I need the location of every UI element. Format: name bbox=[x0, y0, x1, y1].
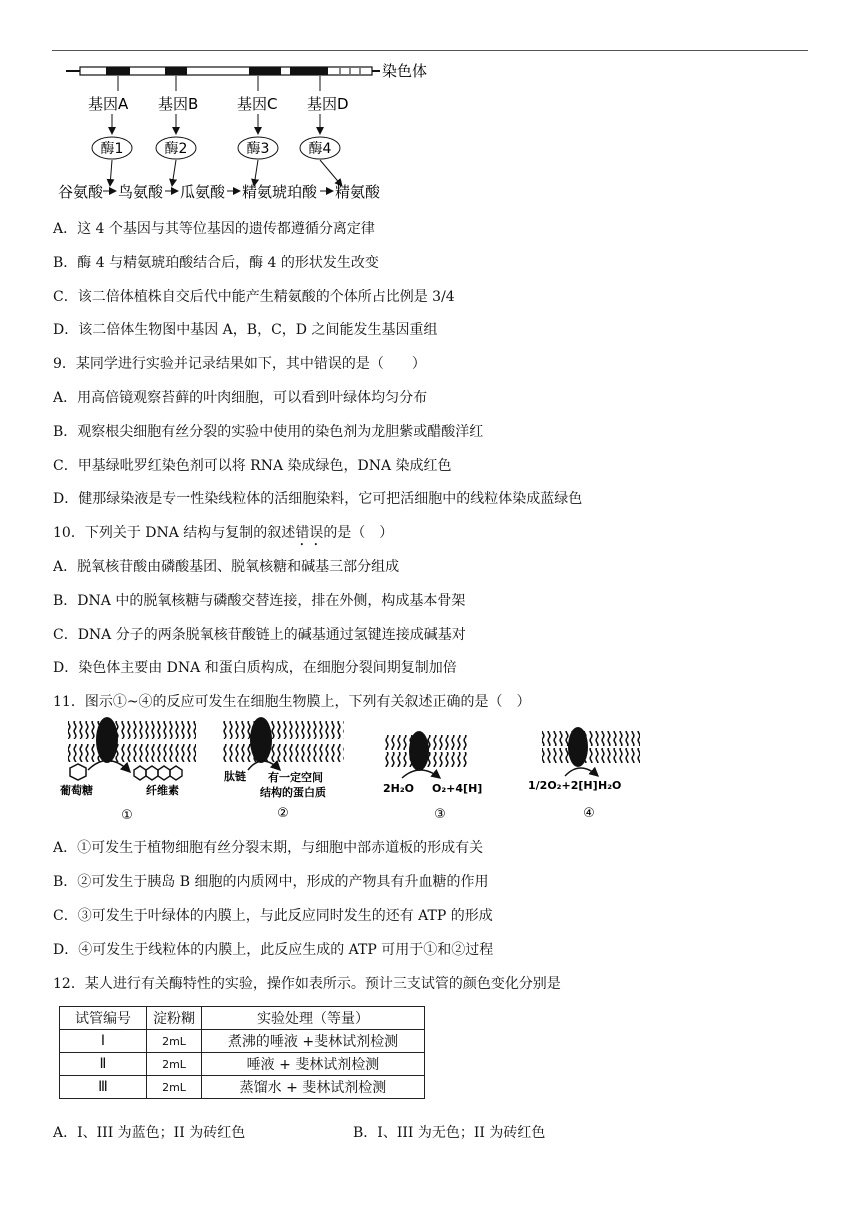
q10-option-d: D．染色体主要由 DNA 和蛋白质构成，在细胞分裂间期复制加倍 bbox=[53, 660, 457, 676]
table-cell: 2mL bbox=[147, 1076, 202, 1099]
table-row bbox=[60, 1053, 425, 1076]
figure-2-right-line1: 有一定空间 bbox=[268, 771, 323, 784]
table-cell: Ⅲ bbox=[60, 1076, 147, 1099]
table-header: 淀粉糊 bbox=[147, 1007, 202, 1030]
figure-4-water-formation bbox=[528, 727, 640, 821]
table-header: 试管编号 bbox=[60, 1007, 147, 1030]
gene-b-label: 基因B bbox=[158, 95, 199, 113]
q10-stem-emphasis: 错误 bbox=[295, 525, 324, 541]
q8-option-b: B．酶 4 与精氨琥珀酸结合后，酶 4 的形状发生改变 bbox=[53, 255, 379, 271]
q10-stem-part2: 的是（ ） bbox=[323, 525, 394, 541]
figure-1-left: 葡萄糖 bbox=[60, 784, 93, 797]
figure-3-number: ③ bbox=[434, 807, 446, 822]
q8-option-c: C．该二倍体植株自交后代中能产生精氨酸的个体所占比例是 3/4 bbox=[53, 289, 455, 305]
enzyme-4-label: 酶4 bbox=[308, 141, 332, 157]
figure-4-left: 1/2O₂+2[H] bbox=[528, 779, 598, 792]
enzyme-3-label: 酶3 bbox=[246, 141, 270, 157]
q11-stem: 11．图示①~④的反应可发生在细胞生物膜上，下列有关叙述正确的是（ ） bbox=[53, 694, 531, 710]
enzyme-experiment-table bbox=[59, 1006, 425, 1099]
gene-d-label: 基因D bbox=[307, 95, 349, 113]
figure-2-number: ② bbox=[277, 806, 289, 821]
figure-2-left: 肽链 bbox=[224, 770, 246, 783]
q12-option-b: B．I、III 为无色；II 为砖红色 bbox=[353, 1125, 546, 1141]
table-row bbox=[60, 1030, 425, 1053]
figure-4-right: H₂O bbox=[598, 779, 622, 792]
q9-stem: 9．某同学进行实验并记录结果如下，其中错误的是（ ） bbox=[53, 356, 426, 372]
q10-option-a: A．脱氧核苷酸由磷酸基团、脱氧核糖和碱基三部分组成 bbox=[53, 559, 400, 575]
q9-option-d: D．健那绿染液是专一性染线粒体的活细胞染料，它可把活细胞中的线粒体染成蓝绿色 bbox=[53, 491, 583, 507]
enzyme-2-label: 酶2 bbox=[164, 141, 188, 157]
q11-option-d: D．④可发生于线粒体的内膜上，此反应生成的 ATP 可用于①和②过程 bbox=[53, 942, 494, 958]
table-cell: 蒸馏水 + 斐林试剂检测 bbox=[202, 1076, 425, 1099]
q10-stem-part1: 10．下列关于 DNA 结构与复制的叙述 bbox=[53, 525, 296, 541]
chromosome-label: 染色体 bbox=[382, 62, 428, 80]
pathway-arginine: 精氨酸 bbox=[335, 183, 381, 201]
gene-c-label: 基因C bbox=[237, 95, 278, 113]
q10-option-c: C．DNA 分子的两条脱氧核苷酸链上的碱基通过氢键连接成碱基对 bbox=[53, 627, 466, 643]
figure-1-number: ① bbox=[121, 808, 133, 823]
q10-option-b: B．DNA 中的脱氧核糖与磷酸交替连接，排在外侧，构成基本骨架 bbox=[53, 593, 466, 609]
enzyme-1-label: 酶1 bbox=[100, 141, 124, 157]
q11-option-c: C．③可发生于叶绿体的内膜上，与此反应同时发生的还有 ATP 的形成 bbox=[53, 908, 493, 924]
figure-1-right: 纤维素 bbox=[146, 784, 179, 797]
q8-option-a: A．这 4 个基因与其等位基因的遗传都遵循分离定律 bbox=[53, 221, 375, 237]
q9-option-b: B．观察根尖细胞有丝分裂的实验中使用的染色剂为龙胆紫或醋酸洋红 bbox=[53, 424, 484, 440]
gene-a-label: 基因A bbox=[88, 95, 129, 113]
q12-stem: 12．某人进行有关酶特性的实验，操作如表所示。预计三支试管的颜色变化分别是 bbox=[53, 976, 561, 992]
pathway-ornithine: 鸟氨酸 bbox=[118, 183, 164, 201]
figure-4-number: ④ bbox=[583, 806, 595, 821]
figure-3-water-photolysis bbox=[383, 731, 482, 822]
q11-option-a: A．①可发生于植物细胞有丝分裂末期，与细胞中部赤道板的形成有关 bbox=[53, 840, 484, 856]
pathway-argininosuccinate: 精氨琥珀酸 bbox=[242, 183, 318, 201]
pathway-glutamate: 谷氨酸 bbox=[58, 183, 104, 201]
q8-option-d: D．该二倍体生物图中基因 A，B，C，D 之间能发生基因重组 bbox=[53, 322, 438, 338]
figure-3-left: 2H₂O bbox=[383, 782, 415, 795]
q11-option-b: B．②可发生于胰岛 B 细胞的内质网中，形成的产物具有升血糖的作用 bbox=[53, 874, 489, 890]
table-cell: 唾液 + 斐林试剂检测 bbox=[202, 1053, 425, 1076]
figure-3-right: O₂+4[H] bbox=[432, 782, 483, 795]
figure-2-protein-folding bbox=[222, 717, 344, 821]
figure-1-cellulose-synthesis bbox=[60, 717, 196, 823]
table-header: 实验处理（等量） bbox=[202, 1007, 425, 1030]
table-header-row bbox=[60, 1007, 425, 1030]
q9-option-c: C．甲基绿吡罗红染色剂可以将 RNA 染成绿色，DNA 染成红色 bbox=[53, 458, 452, 474]
table-cell: Ⅰ bbox=[60, 1030, 147, 1053]
table-cell: Ⅱ bbox=[60, 1053, 147, 1076]
pathway-citrulline: 瓜氨酸 bbox=[180, 183, 226, 201]
table-cell: 2mL bbox=[147, 1030, 202, 1053]
q12-option-a: A．I、III 为蓝色；II 为砖红色 bbox=[53, 1125, 246, 1141]
q9-option-a: A．用高倍镜观察苔藓的叶肉细胞，可以看到叶绿体均匀分布 bbox=[53, 390, 428, 406]
table-cell: 2mL bbox=[147, 1053, 202, 1076]
table-row bbox=[60, 1076, 425, 1099]
figure-2-right-line2: 结构的蛋白质 bbox=[260, 786, 326, 799]
table-cell: 煮沸的唾液 +斐林试剂检测 bbox=[202, 1030, 425, 1053]
